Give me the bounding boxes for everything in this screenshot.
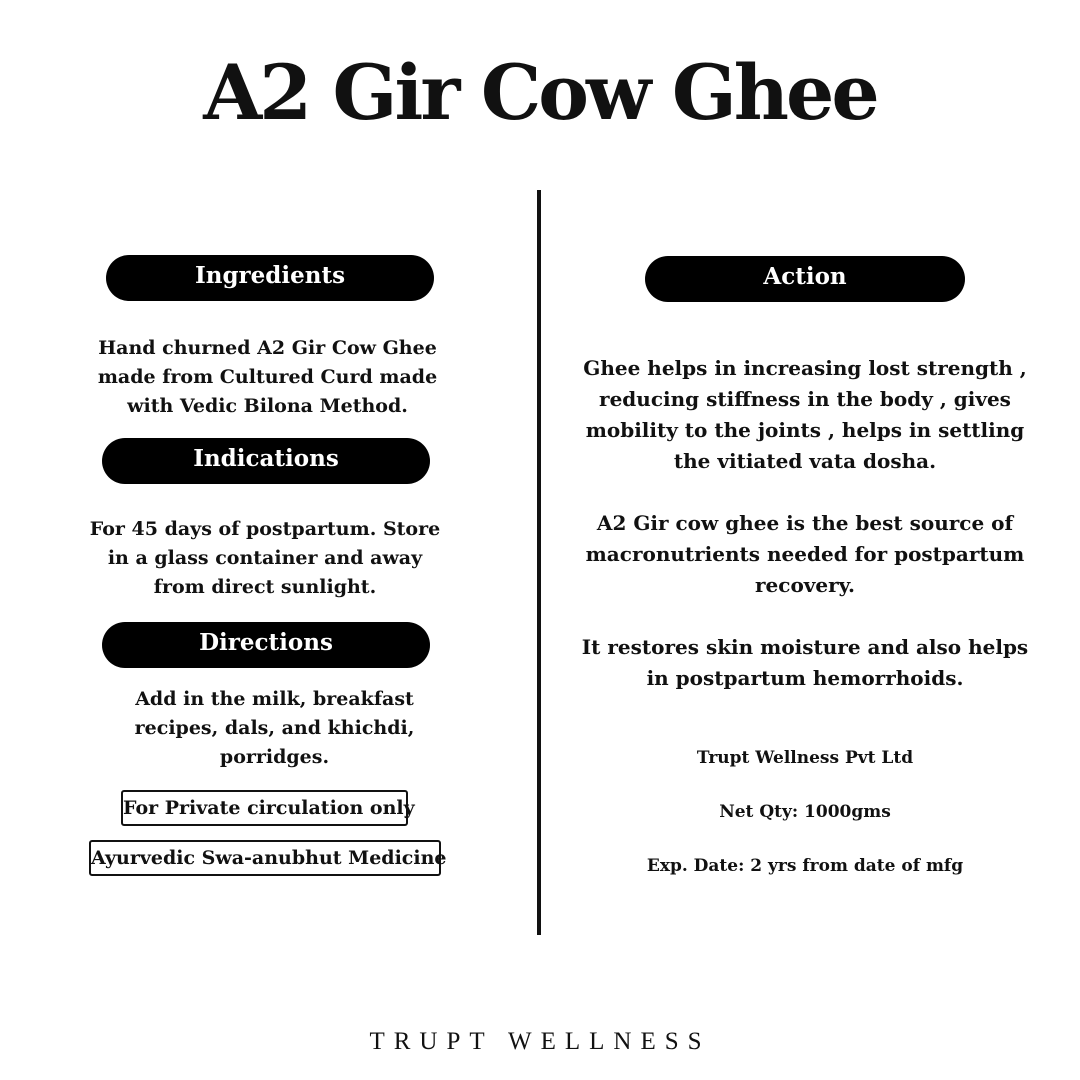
brand-footer: TRUPT WELLNESS [369,1028,711,1055]
action-paragraph: It restores skin moisture and also helps in postpartum hemorrhoids. [581,635,1029,690]
action-heading: Action [645,256,965,302]
action-text [580,353,1030,694]
directions-heading: Directions [102,622,430,668]
column-divider [537,190,541,935]
indications-heading: Indications [102,438,430,484]
action-paragraph: A2 Gir cow ghee is the best source of macronutrients needed for postpartum recovery. [585,511,1025,597]
page-title: A2 Gir Cow Ghee [203,48,877,137]
ingredients-heading: Ingredients [106,255,434,301]
expiry-date: Exp. Date: 2 yrs from date of mfg [646,856,964,876]
company-name: Trupt Wellness Pvt Ltd [696,748,914,768]
ingredients-text: Hand churned A2 Gir Cow Ghee made from Cultured Curd made with Vedic Bilona Method. [97,337,438,417]
private-circulation-label: For Private circulation only [121,790,408,826]
ayurvedic-medicine-label: Ayurvedic Swa-anubhut Medicine [89,840,441,876]
net-quantity: Net Qty: 1000gms [719,802,891,822]
directions-text: Add in the milk, breakfast recipes, dals, and khichdi, porridges. [134,688,415,768]
indications-text: For 45 days of postpartum. Store in a glass container and away from direct sunlight. [89,518,441,598]
action-paragraph: Ghee helps in increasing lost strength , reducing stiffness in the body , gives mobility to the joints , helps in settling the vitiated vata dosha. [583,356,1027,473]
